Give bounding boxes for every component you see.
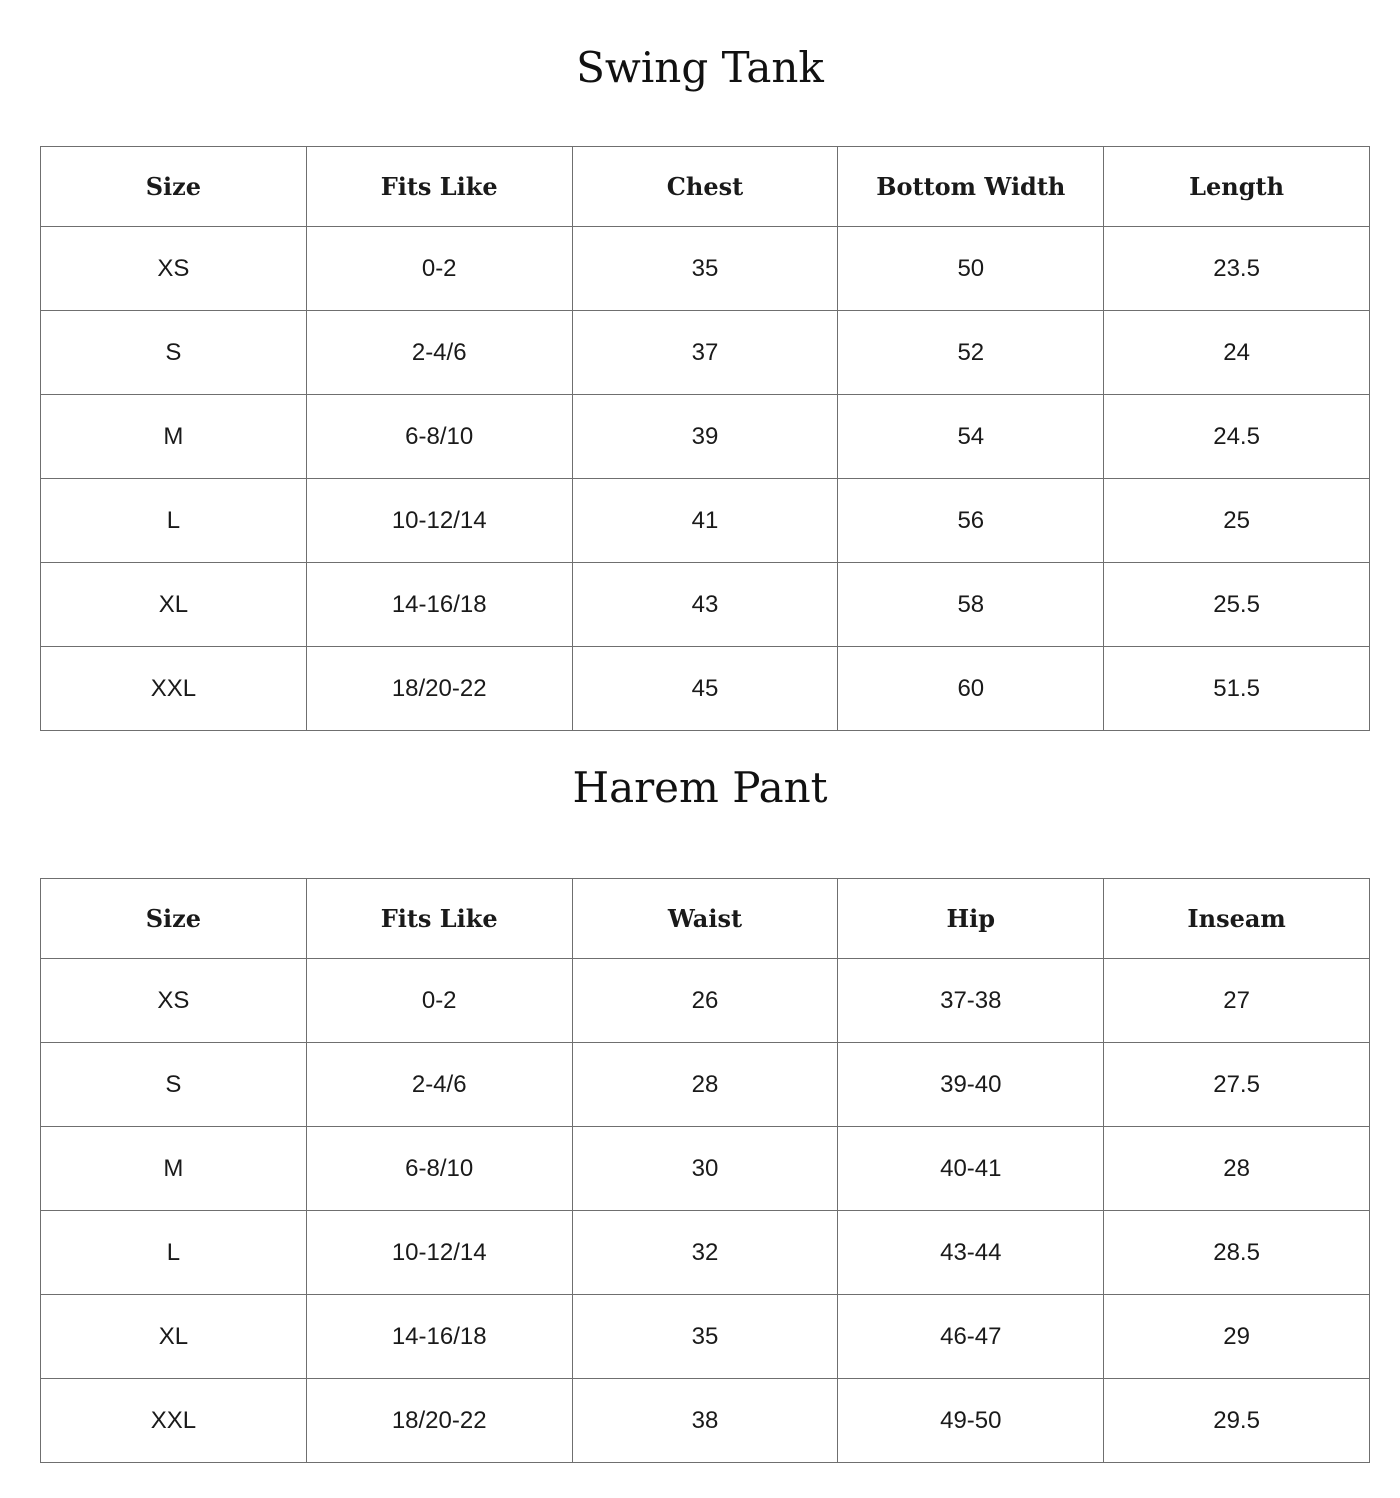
table-cell: 41 bbox=[572, 479, 838, 563]
table-cell: 29 bbox=[1104, 1295, 1370, 1379]
table-cell: 39 bbox=[572, 395, 838, 479]
table-cell: 25 bbox=[1104, 479, 1370, 563]
table-row bbox=[41, 959, 1370, 1043]
table-cell: L bbox=[41, 1211, 307, 1295]
column-header: Fits Like bbox=[306, 147, 572, 227]
table-cell: XXL bbox=[41, 647, 307, 731]
table-cell: 2-4/6 bbox=[306, 1043, 572, 1127]
table-cell: 28 bbox=[1104, 1127, 1370, 1211]
column-header: Fits Like bbox=[306, 879, 572, 959]
table-row bbox=[41, 1043, 1370, 1127]
column-header: Waist bbox=[572, 879, 838, 959]
table-cell: 43 bbox=[572, 563, 838, 647]
table-cell: 49-50 bbox=[838, 1379, 1104, 1463]
table-cell: S bbox=[41, 1043, 307, 1127]
table-header-row bbox=[41, 147, 1370, 227]
table-cell: 18/20-22 bbox=[306, 1379, 572, 1463]
table-row bbox=[41, 563, 1370, 647]
table-row bbox=[41, 395, 1370, 479]
table-cell: 14-16/18 bbox=[306, 563, 572, 647]
table-row bbox=[41, 227, 1370, 311]
table-cell: 29.5 bbox=[1104, 1379, 1370, 1463]
table-cell: 58 bbox=[838, 563, 1104, 647]
table-cell: 24 bbox=[1104, 311, 1370, 395]
table-cell: 27.5 bbox=[1104, 1043, 1370, 1127]
table-cell: 32 bbox=[572, 1211, 838, 1295]
table-cell: XS bbox=[41, 227, 307, 311]
table-cell: 26 bbox=[572, 959, 838, 1043]
table-row bbox=[41, 479, 1370, 563]
table-cell: 56 bbox=[838, 479, 1104, 563]
table-cell: 46-47 bbox=[838, 1295, 1104, 1379]
table-row bbox=[41, 1379, 1370, 1463]
table-cell: 24.5 bbox=[1104, 395, 1370, 479]
table-cell: 54 bbox=[838, 395, 1104, 479]
table-row bbox=[41, 1295, 1370, 1379]
table-cell: XL bbox=[41, 563, 307, 647]
table-cell: 40-41 bbox=[838, 1127, 1104, 1211]
table-cell: 43-44 bbox=[838, 1211, 1104, 1295]
table-row bbox=[41, 1127, 1370, 1211]
table-cell: XS bbox=[41, 959, 307, 1043]
table-cell: 45 bbox=[572, 647, 838, 731]
table-cell: 14-16/18 bbox=[306, 1295, 572, 1379]
column-header: Length bbox=[1104, 147, 1370, 227]
table-cell: S bbox=[41, 311, 307, 395]
table-cell: 10-12/14 bbox=[306, 1211, 572, 1295]
table-cell: 6-8/10 bbox=[306, 1127, 572, 1211]
table-cell: 28 bbox=[572, 1043, 838, 1127]
column-header: Size bbox=[41, 879, 307, 959]
table-header-row bbox=[41, 879, 1370, 959]
harem-pant-title: Harem Pant bbox=[572, 763, 828, 812]
table-cell: XXL bbox=[41, 1379, 307, 1463]
table-cell: XL bbox=[41, 1295, 307, 1379]
table-cell: 0-2 bbox=[306, 959, 572, 1043]
table-cell: 25.5 bbox=[1104, 563, 1370, 647]
table-cell: 37-38 bbox=[838, 959, 1104, 1043]
column-header: Hip bbox=[838, 879, 1104, 959]
table-cell: 51.5 bbox=[1104, 647, 1370, 731]
swing-tank-size-table bbox=[40, 146, 1370, 731]
table-cell: 38 bbox=[572, 1379, 838, 1463]
table-cell: M bbox=[41, 1127, 307, 1211]
table-cell: 37 bbox=[572, 311, 838, 395]
table-cell: 35 bbox=[572, 1295, 838, 1379]
column-header: Size bbox=[41, 147, 307, 227]
column-header: Bottom Width bbox=[838, 147, 1104, 227]
table-cell: 30 bbox=[572, 1127, 838, 1211]
table-cell: 35 bbox=[572, 227, 838, 311]
column-header: Inseam bbox=[1104, 879, 1370, 959]
table-cell: 6-8/10 bbox=[306, 395, 572, 479]
table-cell: M bbox=[41, 395, 307, 479]
harem-pant-size-table bbox=[40, 878, 1370, 1463]
column-header: Chest bbox=[572, 147, 838, 227]
table-row bbox=[41, 311, 1370, 395]
table-cell: L bbox=[41, 479, 307, 563]
table-cell: 0-2 bbox=[306, 227, 572, 311]
table-cell: 2-4/6 bbox=[306, 311, 572, 395]
table-row bbox=[41, 647, 1370, 731]
table-cell: 23.5 bbox=[1104, 227, 1370, 311]
swing-tank-title: Swing Tank bbox=[576, 43, 824, 92]
table-cell: 27 bbox=[1104, 959, 1370, 1043]
table-row bbox=[41, 1211, 1370, 1295]
table-cell: 50 bbox=[838, 227, 1104, 311]
table-cell: 28.5 bbox=[1104, 1211, 1370, 1295]
table-cell: 52 bbox=[838, 311, 1104, 395]
table-cell: 10-12/14 bbox=[306, 479, 572, 563]
table-cell: 60 bbox=[838, 647, 1104, 731]
table-cell: 39-40 bbox=[838, 1043, 1104, 1127]
table-cell: 18/20-22 bbox=[306, 647, 572, 731]
